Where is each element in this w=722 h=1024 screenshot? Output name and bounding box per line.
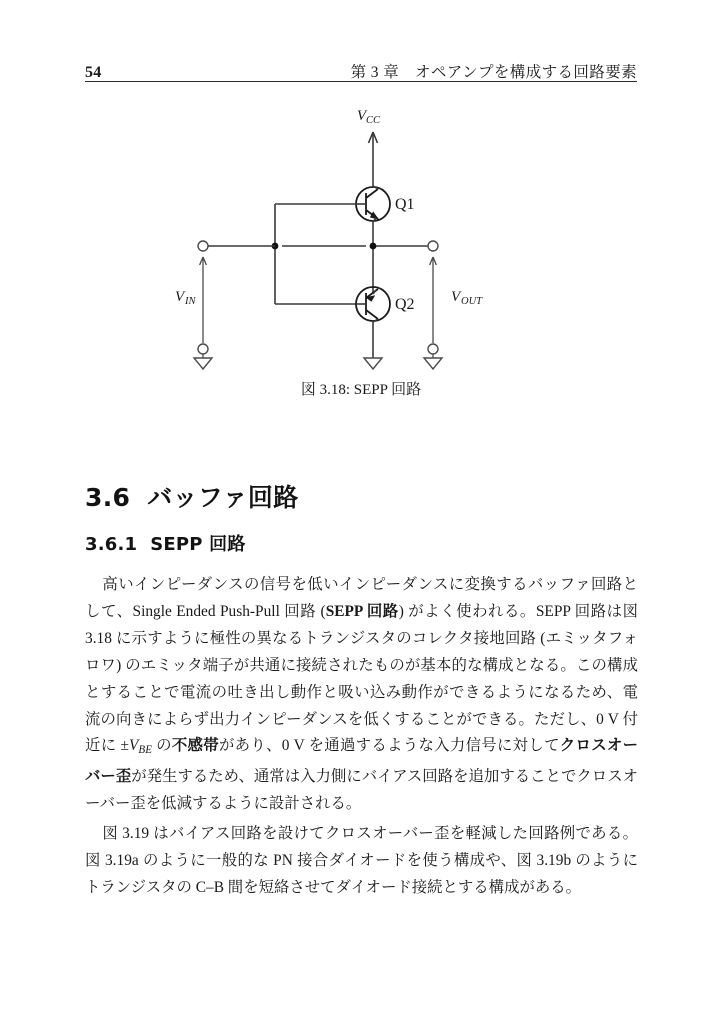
vcc-label: V: [356, 108, 366, 124]
body-text: [85, 572, 638, 902]
p1-bold-crossover: クロスオーバー歪: [85, 737, 638, 786]
vcc-label-subscript: CC: [366, 115, 381, 126]
p1-run-b: ) がよく使われる。SEPP 回路は図 3.18 に示すように極性の異なるトランジスタのコレクタ接地回路 (エミッタフォロワ) のエミッタ端子が共通に接続されたものが基本的な構成となる。この構成とすることで電流の吐き出し動作と吸い込み動作ができるようになるため、電流の向きによらず出力インピーダンスを低くすることができる。ただし、0 V 付近に ±: [85, 602, 638, 755]
sepp-circuit-schematic: [85, 96, 637, 396]
junction-dot-emitter-node: [370, 243, 377, 250]
running-head: [85, 60, 637, 82]
math-v: V: [129, 737, 139, 755]
p1-run-e: が発生するため、通常は入力側にバイアス回路を追加することでクロスオーバー歪を低減するように設計される。: [85, 768, 638, 813]
ground-symbol-left: [194, 358, 212, 369]
header-rule: [85, 81, 637, 82]
vin-label-subscript: IN: [185, 296, 196, 307]
section-title: バッファ回路: [147, 483, 299, 512]
chapter-title: 第 3 章 オペアンプを構成する回路要素: [350, 64, 637, 81]
q2-label: Q2: [395, 296, 415, 313]
figure-sepp-circuit: [85, 96, 637, 406]
p2-run: 図 3.19 はバイアス回路を設けてクロスオーバー歪を軽減した回路例である。図 3.19a のように一般的な PN 接合ダイオードを使う構成や、図 3.19b のようにトランジスタの C–B 間を短絡させてダイオード接続とする構成がある。: [85, 825, 638, 897]
p1-run-c: の: [151, 737, 172, 755]
figure-caption: 図 3.18: SEPP 回路: [300, 382, 422, 398]
q2-collector-lead: [366, 310, 378, 319]
vin-label: V: [175, 289, 185, 305]
vout-label-subscript: OUT: [461, 296, 483, 307]
vout-terminal-top: [428, 241, 438, 251]
vout-label: V: [451, 289, 461, 305]
paragraph-1: [85, 572, 638, 818]
math-v-subscript: BE: [138, 744, 152, 757]
ground-symbol-right: [424, 358, 442, 369]
q1-collector-lead: [366, 189, 378, 198]
p1-bold-sepp: SEPP 回路: [325, 602, 399, 620]
subsection-heading: [85, 530, 246, 556]
vout-terminal-bottom: [428, 344, 438, 354]
q1-label: Q1: [395, 196, 415, 213]
subsection-number: 3.6.1: [85, 534, 138, 555]
p1-math-vbe: [129, 737, 152, 757]
p1-run-d: があり、0 V を通過するような入力信号に対して: [218, 737, 560, 755]
page-number: 54: [85, 64, 102, 81]
vin-terminal-bottom: [198, 344, 208, 354]
p1-bold-deadband: 不感帯: [171, 737, 219, 755]
p1-run-a: 高いインピーダンスの信号を低いインピーダンスに変換するバッファ回路として、Single Ended Push-Pull 回路 (: [85, 576, 638, 620]
section-number: 3.6: [85, 483, 131, 512]
vin-terminal-top: [198, 241, 208, 251]
paragraph-2: [85, 821, 638, 902]
section-heading: [85, 478, 299, 514]
ground-symbol-center: [364, 358, 382, 369]
subsection-title: SEPP 回路: [150, 534, 246, 555]
